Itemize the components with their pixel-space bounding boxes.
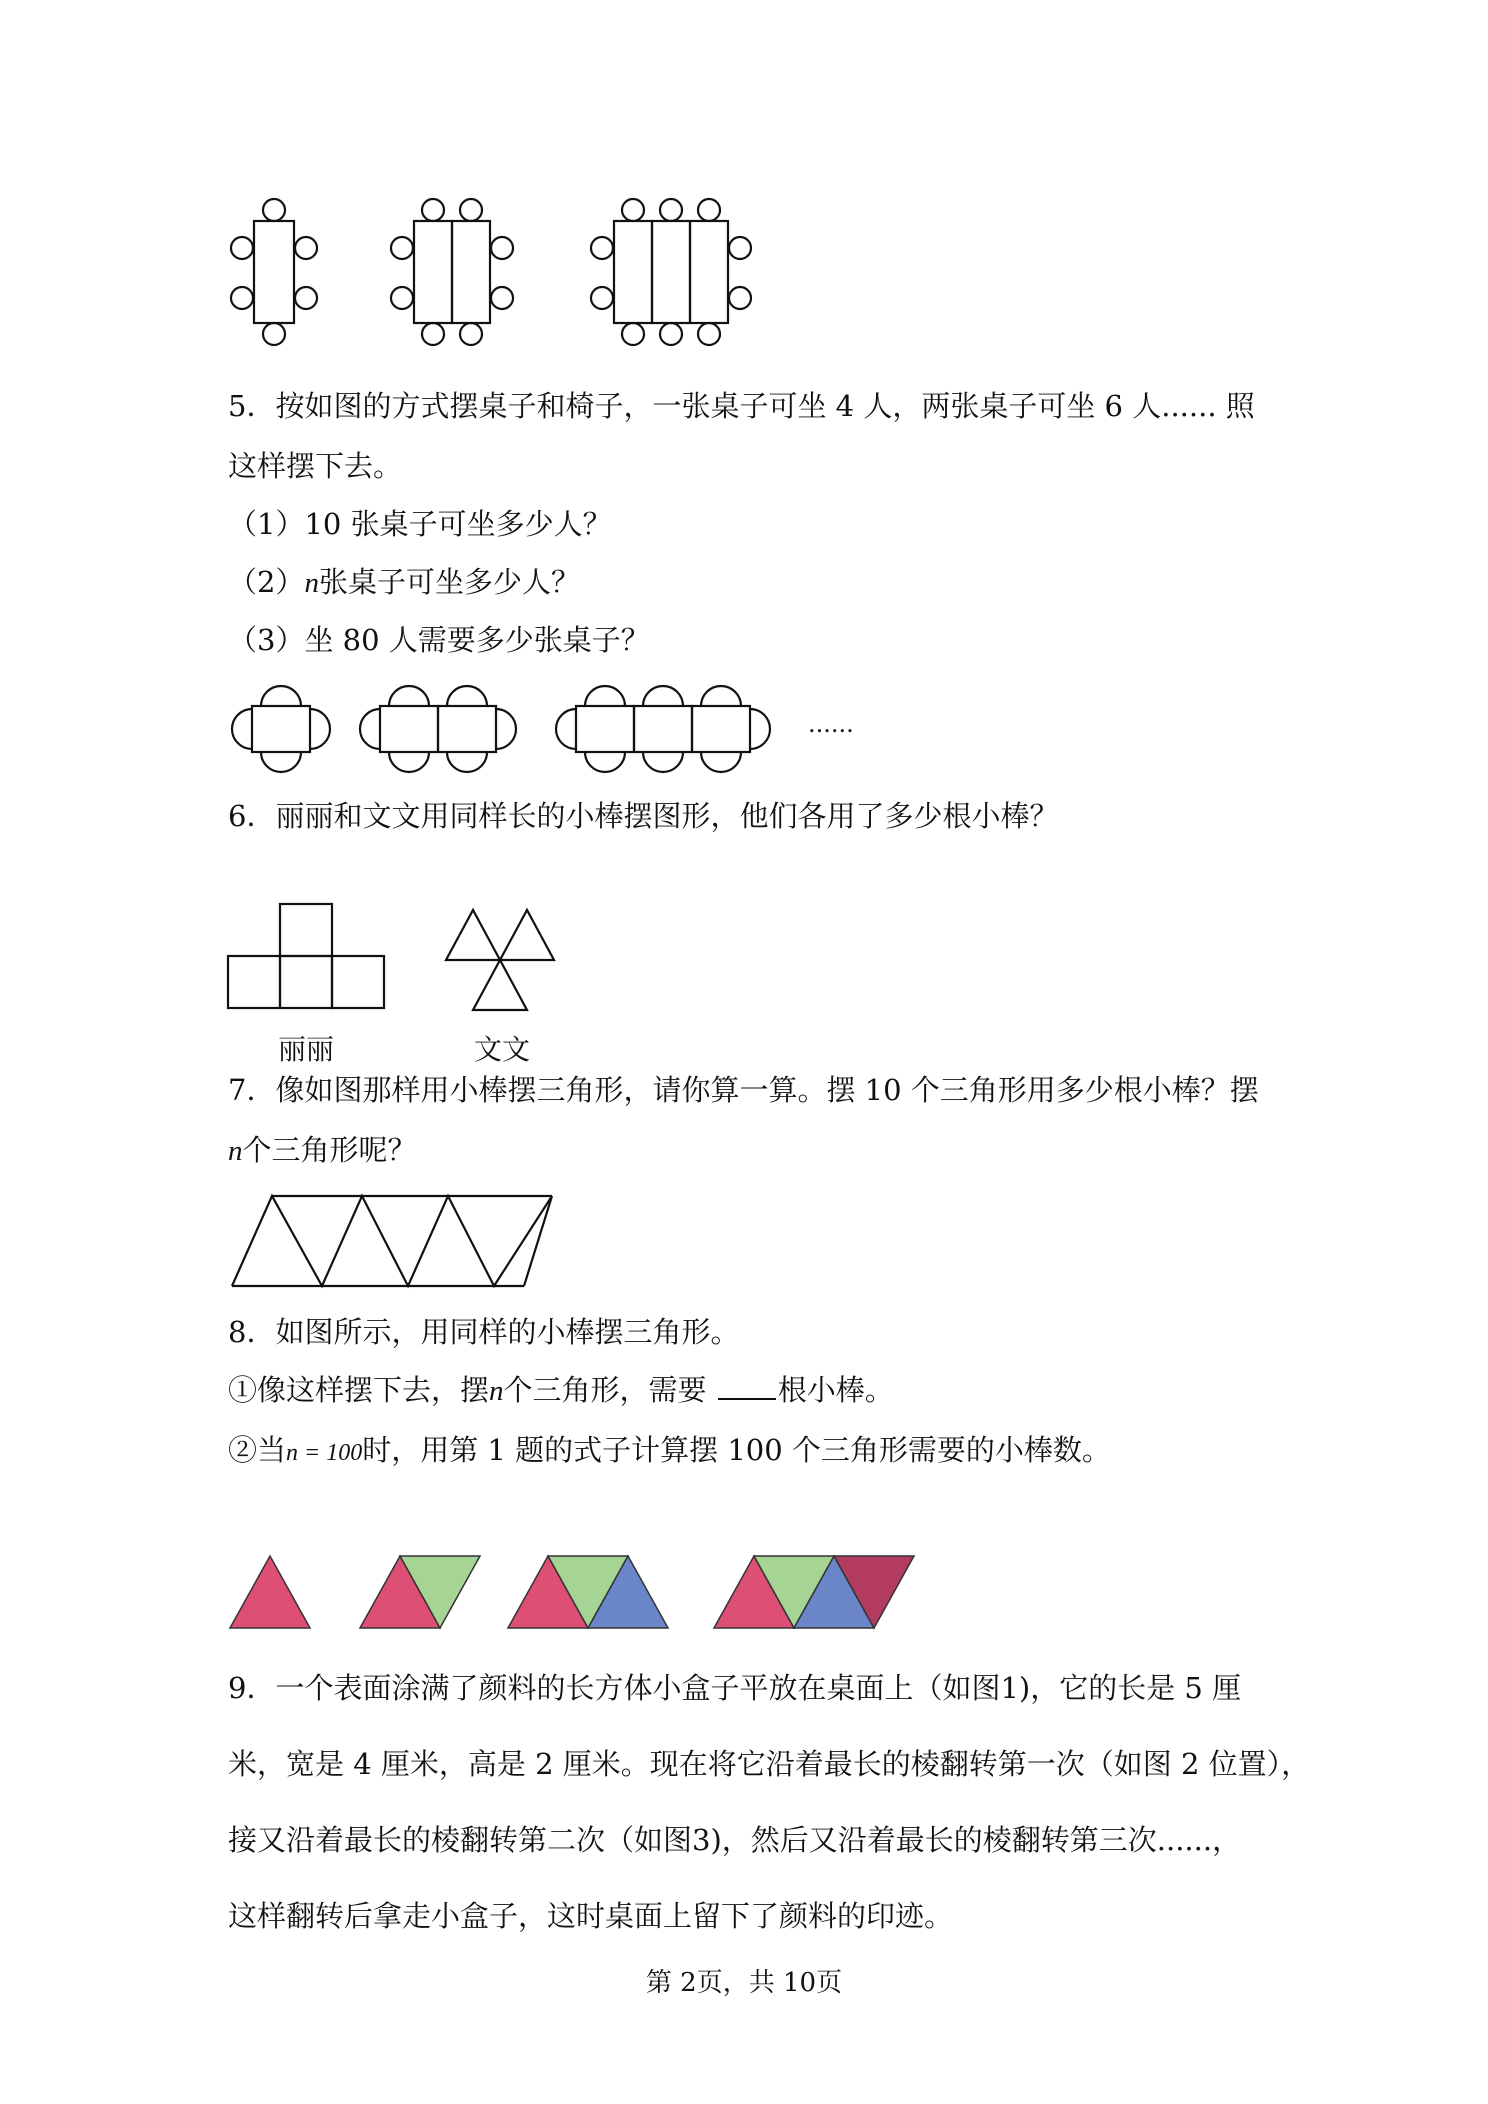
q5-sub3: （3）坐 80 人需要多少张桌子？ xyxy=(228,623,650,657)
tables-chairs-figure-b xyxy=(226,684,866,784)
colored-triangles-figure xyxy=(226,1552,946,1632)
q8-sub2-math: n = 100 xyxy=(286,1440,363,1466)
q7-var: n xyxy=(228,1135,243,1167)
q5-sub2 xyxy=(228,562,580,603)
q8-sub2-suffix: 时，用第 1 题的式子计算摆 100 个三角形需要的小棒数。 xyxy=(362,1433,1111,1467)
label-lili: 丽丽 xyxy=(278,1033,335,1066)
q8-sub1-prefix: ①像这样摆下去，摆 xyxy=(228,1373,490,1407)
lili-squares-figure xyxy=(226,904,386,1014)
q5-line1: 5．按如图的方式摆桌子和椅子，一张桌子可坐 4 人，两张桌子可坐 6 人...... 照 xyxy=(228,389,1255,423)
q7-line2 xyxy=(228,1130,417,1171)
q7-line2-suffix: 个三角形呢？ xyxy=(242,1133,417,1167)
tri-1-red xyxy=(230,1556,310,1628)
q5-line2: 这样摆下去。 xyxy=(228,449,403,483)
label-wenwen: 文文 xyxy=(474,1033,531,1066)
q8-sub1 xyxy=(228,1370,894,1411)
page-footer: 第 2页，共 10页 xyxy=(645,1968,843,1998)
q6-text: 6．丽丽和文文用同样长的小棒摆图形，他们各用了多少根小棒？ xyxy=(228,799,1059,833)
wenwen-triangles-figure xyxy=(444,906,564,1018)
q9-line4: 这样翻转后拿走小盒子，这时桌面上留下了颜料的印迹。 xyxy=(228,1899,954,1933)
q8-sub2-prefix: ②当 xyxy=(228,1433,287,1467)
table-group-2 xyxy=(391,199,513,345)
q5-sub2-prefix: （2） xyxy=(228,565,305,599)
q9-line2: 米，宽是 4 厘米，高是 2 厘米。现在将它沿着最长的棱翻转第一次（如图 2 位置）， xyxy=(228,1747,1311,1781)
q5-sub2-var: n xyxy=(304,567,319,599)
q8-answer-blank[interactable] xyxy=(718,1372,776,1400)
q5-sub2-suffix: 张桌子可坐多少人？ xyxy=(318,565,580,599)
q5-sub1: （1）10 张桌子可坐多少人？ xyxy=(228,507,612,541)
q8-sub1-suffix: 根小棒。 xyxy=(777,1373,894,1407)
triangle-strip-figure xyxy=(228,1194,558,1294)
round-table-3 xyxy=(556,686,770,772)
round-table-1 xyxy=(232,686,330,772)
q7-line1: 7．像如图那样用小棒摆三角形，请你算一算。摆 10 个三角形用多少根小棒？摆 xyxy=(228,1073,1259,1107)
tables-chairs-figure-a xyxy=(220,196,780,356)
q8-sub1-var: n xyxy=(489,1375,504,1407)
q8-sub1-mid: 个三角形，需要 xyxy=(503,1373,707,1407)
table-group-3 xyxy=(591,199,751,345)
q9-line1: 9．一个表面涂满了颜料的长方体小盒子平放在桌面上（如图1)，它的长是 5 厘 xyxy=(228,1671,1242,1705)
q9-line3: 接又沿着最长的棱翻转第二次（如图3)，然后又沿着最长的棱翻转第三次......， xyxy=(228,1823,1242,1857)
q8-sub2 xyxy=(228,1430,1111,1473)
table-group-1 xyxy=(231,199,317,345)
round-table-2 xyxy=(360,686,516,772)
q8-line1: 8．如图所示，用同样的小棒摆三角形。 xyxy=(228,1315,740,1349)
q5-ellipsis: ...... xyxy=(808,710,854,738)
